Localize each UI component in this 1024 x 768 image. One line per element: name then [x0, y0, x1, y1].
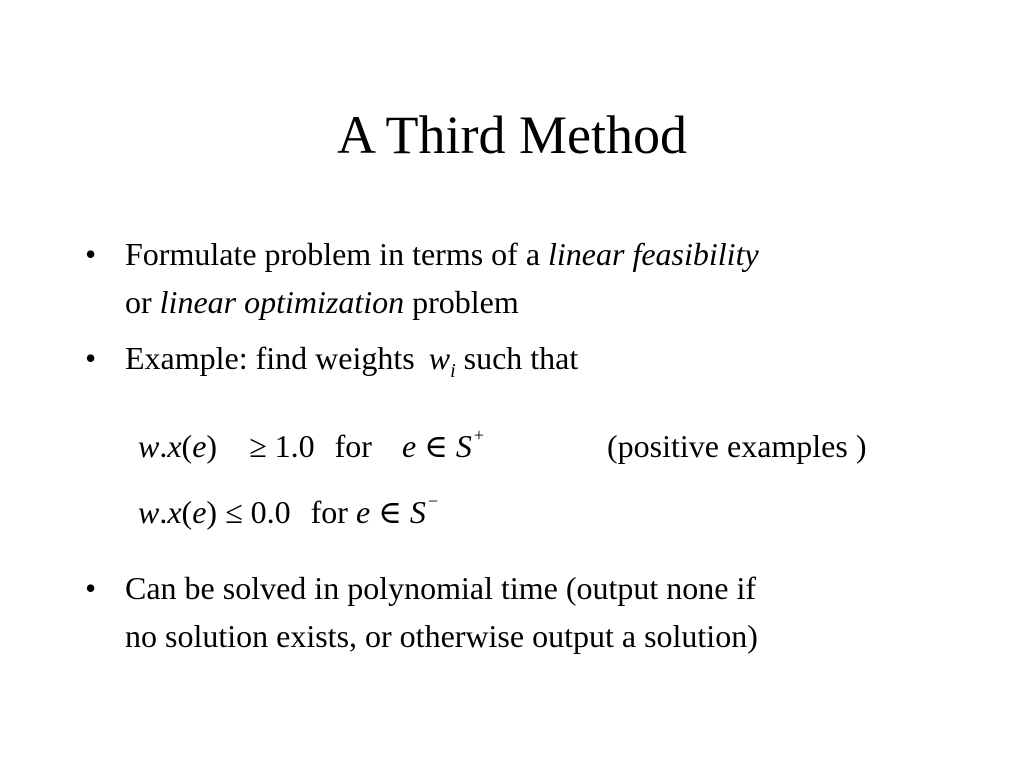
math-variable: w	[138, 428, 160, 464]
bullet-line	[125, 230, 945, 278]
math-keyword: for	[310, 494, 348, 530]
math-variable: e	[192, 494, 207, 530]
math-variable: w	[138, 494, 160, 530]
math-relation: ≤	[225, 494, 243, 530]
math-paren: (	[181, 494, 193, 530]
math-relation: ∈	[424, 428, 448, 464]
math-variable: e	[401, 428, 417, 464]
bullet-text-italic: linear optimization	[159, 284, 405, 320]
math-superscript: +	[473, 425, 484, 445]
bullet-text-plain: Example: find weights	[125, 340, 415, 376]
math-operator: .	[159, 428, 168, 464]
bullet-text-italic: linear feasibility	[548, 236, 759, 272]
weights-variable	[428, 340, 456, 382]
bullet-text-plain: or	[125, 284, 160, 320]
math-variable: x	[167, 494, 182, 530]
math-variable: e	[355, 494, 371, 530]
math-paren: )	[206, 428, 218, 464]
math-keyword: for	[334, 428, 372, 464]
bullet-text-plain: such that	[463, 340, 579, 376]
math-relation: ∈	[378, 494, 402, 530]
bullet-line	[125, 278, 945, 326]
equation-positive	[138, 424, 484, 473]
math-relation: ≥	[249, 428, 267, 464]
bullet-text	[125, 334, 945, 387]
math-variable: e	[192, 428, 207, 464]
bullet-text-plain: problem	[404, 284, 519, 320]
math-subscript: i	[450, 360, 456, 382]
math-set: S	[455, 428, 472, 464]
bullet-marker: •	[85, 570, 97, 606]
equation-negative	[138, 490, 438, 539]
math-operator: .	[159, 494, 168, 530]
math-paren: )	[206, 494, 218, 530]
bullet-text	[125, 230, 945, 326]
bullet-marker: •	[85, 340, 97, 376]
math-superscript: −	[427, 491, 438, 511]
bullet-line: Can be solved in polynomial time (output none if	[125, 570, 757, 606]
slide-title: A Third Method	[337, 105, 687, 165]
bullet-marker: •	[85, 236, 97, 272]
bullet-text	[125, 564, 945, 660]
math-value: 0.0	[250, 494, 291, 530]
equation-note: (positive examples )	[607, 428, 867, 464]
bullet-text-plain: Formulate problem in terms of a	[125, 236, 549, 272]
math-variable: x	[167, 428, 182, 464]
math-variable: w	[428, 340, 451, 376]
math-set: S	[409, 494, 426, 530]
math-value: 1.0	[274, 428, 315, 464]
math-paren: (	[181, 428, 193, 464]
bullet-line: no solution exists, or otherwise output a solution)	[125, 618, 758, 654]
